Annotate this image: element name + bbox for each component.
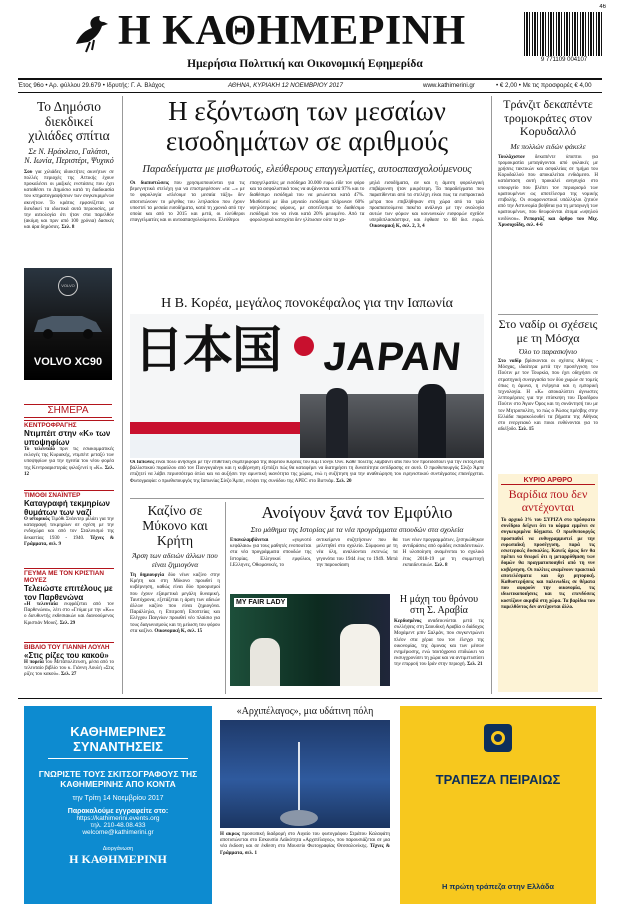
volvo-text: VOLVO XC90 — [33, 356, 103, 368]
person-figure — [326, 388, 348, 458]
saudi-photo — [230, 594, 390, 686]
bank-slogan: Η πρώτη τράπεζα στην Ελλάδα — [442, 882, 554, 891]
info-bar — [18, 81, 602, 91]
events-ad[interactable]: ΚΑΘΗΜΕΡΙΝΕΣ ΣΥΝΑΝΤΗΣΕΙΣ ΓΝΩΡΙΣΤΕ ΤΟΥΣ ΣΚΙΤΣΟΓΡΑΦΟΥΣ ΤΗΣ ΚΑΘΗΜΕΡΙΝΗΣ ΑΠΟ ΚΟΝΤΑ την Τρίτη 14 Νοεμβρίου 2017 Παρακαλούμε εγγραφείτε στο: https://kathimerini.events.org τηλ. 210-48.08.433 welcome@kathimerini.gr Διοργάνωση Η ΚΑΘΗΜΕΡΙΝΗ — [24, 706, 212, 904]
brief-item: ΓΕΥΜΑ ΜΕ ΤΟΝ ΚΡΙΣΤΙΑΝ ΜΟΥΕΖ Τελειώστε επιτέλους με τον Παρθενώνα «Η τελευταία εκφράζεται από τον Παρθενώνα», λέει στο «Γεύμα με την «Κ»» ο διευθυντής εκθεσιακών και διανοούμενος Κριστιάν Μουεζ. Σελ. 29 — [24, 570, 114, 626]
story-subtitle: Σε Ν. Ηράκλειο, Γαλάτσι, Ν. Ιωνία, Περιστέρι, Ψυχικό — [24, 146, 114, 165]
arxipelagos-story: «Αρχιπέλαγος», μια υδάτινη πόλη Η ακρως προσωπική διαδρομή στο Αιγαίο του φωτογράφου Στράτου Καλαφάτη αποτυπώνεται στο Εσκουπίο Λαϊκότητα «Αρχιπέλαγος», που παρουσιάζεται σε μια νέα έκδοση και σε έκθεση στο Μουσείο Φωτογραφίας Θεσσαλονίκης. Τέχνες & Γράμματα, σελ. 1 — [220, 706, 390, 856]
editorial: ΚΥΡΙΟ ΑΡΘΡΟ Βαρίδια που δεν αντέχονται Το αρχικό 3% του ΣΥΡΙΖΑ στο πρόσφατο συνέδριο δείχνει ότι το κόμμα εμμένει σε συγκεκριμένα δόγματα. Ο πρωθυπουργός προσπαθεί να ευθυγραμμιστεί με την ευρωπαϊκή προσέγγιση, παρά τις εσωτερικές δυσκολίες. Κανείς όμως δεν θα πρέπει να θεωρεί ότι η μεταρρύθμιση των δομών θα πραγματοποιηθεί από τη νυν κυβέρνηση. Οι πολίτες αναμένουν πρακτικά αποτελέσματα και όχι ρητορική. Καθυστερήσεις και παλινωδίες σε θέματα που αφορούν την οικονομία, τις ιδιωτικοποιήσεις και τις επενδύσεις κοστίζουν ακριβά στη χώρα. Τα βαρίδια του παρελθόντος δεν αντέχονται άλλο. — [498, 474, 598, 692]
website: www.kathimerini.gr — [423, 82, 475, 89]
main-story: Η εξόντωση των μεσαίων εισοδημάτων σε αριθμούς Παραδείγματα με μισθωτούς, ελεύθερους επαγγελματίες, αυτοαπασχολούμενους Οι διαπιστώσεις που χρησιμοποιούνται για τις βερεγνητικά στελέχη για να επιστρεφέσουν «τα ...» με το φορολογία «πλέουμε τα μεσαία τάξη» δεν αποτυπώνουν το μέγεθος του λεηλασίου που έχουν υποστεί τα μεσαία εισοδήματα, κατά τη χρονιά από την οποία και από το 2015 και μετά, οι ελεύθεροι επαγγελματίες και οι αυτοαπασχολούμενοι. Ελεύθεροι επαγγελματίες με εισόδημα 30.000 ευρώ είδε τον φόρο και τα ασφαλιστικά τους να αυξάνονται κατά 97% και το διαθέσιμο εισόδημά του να μειώνεται κατά 47%. Μισθωτοί με ίδιο μηνιαίο εισόδημα πλήρωναν 60% υψηλότερους φόρους, με αποτέλεσμα το διαθέσιμο εισόδημά του να είναι κατά 20% μειωμένο. Από τα φορολογικά κατοχύτα δεν γλίτωσαν ούτε τα χα- μηλά εισοδήματα, αν και η άμεση φορολογική επιβάρυνση ήταν μικρότερη. Τα παραδείγματα που παρατίθενται από τα στελέχη είναι πως τα εισπρακτικά μέτρα που επιβλήθηκαν στη χώρα από τα τρία προαπαιτούμενα πακέτα ανάλογα με την αναλογία αυτών των φόρων και κοινωνικών εισφορών σχεδόν υπερδιπλασιάστηκε, και έφθασε το 68 δισ. ευρώ. Οικονομική Κ, σελ. 2, 3, 4 — [130, 96, 484, 230]
photo-japan: JAPAN — [321, 335, 464, 379]
emfylio-story: Ανοίγουν ξανά τον Εμφύλιο Στο μάθημα της Ιστορίας με τα νέα προγράμματα σπουδών στα σχολεία Επαναλαμβάνεται «γυμνοτό κεφάλαιο» για τους μαθητές ενοποιείται στα νέα προγράμματα σπουδών της Ιστορίας. Ελληνικοί εμφύλιοι, Ι.Ελληνες, Οθωμανικές, το αντικείμενο συζητήσεων που θα μελετηθεί στο σχολείο. Σύμφωνα με τη νέα ύλη, αναλύονται εκτενώς τα γεγονότα του 1944 έως το 1949. Μετά την παρουσίαση των νέων προγραμμάτων, ξεσηκώθηκαν αντιδράσεις από ομάδες εκπαιδευτικών. Η υλοποίηση αναμένεται το σχολικό έτος 2018-19 με τη συμμετοχή εκπαιδευτικών. Σελ. 8 — [230, 503, 484, 568]
editorial-label: ΚΥΡΙΟ ΑΡΘΡΟ — [501, 477, 595, 485]
flag-sun-icon — [294, 336, 314, 356]
bank-name: ΤΡΑΠΕΖΑ ΠΕΙΡΑΙΩΣ — [435, 772, 561, 787]
story-title: Το Δημόσιο διεκδικεί χιλιάδες σπίτια — [28, 100, 110, 143]
barcode-bars — [524, 12, 604, 56]
kazino-title[interactable]: Καζίνο σε Μύκονο και Κρήτη — [142, 503, 208, 548]
bank-ad[interactable] — [400, 706, 596, 904]
main-headline-line1[interactable]: Η εξόντωση των μεσαίων — [168, 96, 446, 126]
volvo-ad[interactable] — [24, 268, 112, 380]
brief-title[interactable]: Καταγραφή τεκμηρίων θυμάτων των ναζί — [24, 499, 110, 517]
photo-caption: Οι Ιάπωνες είναι πολύ ανήσυχοι με την επιθετική συμπεριφορά της Βορείου Κορέας του Κιμ Γιονγκ Ουν. Κάθε πολίτης λαμβάνει sms που τον προειδοποιεί για την εκτόξευση βαλλιστικού πυραύλου από τον Πιονγκγιάνγκ και η κυβέρνηση εξετάζει πώς θα καταφέρει να διατηρήσει τη δυνατότητα αντίδρασης σε αυτό. Ο πρωθυπουργός Σίνζο Άμπε επιζητεί να λάβει περισσότερα όπλα και να αυξήσει την αμυντική ικανότητα της χώρας, ενώ η συζήτηση για την αναθεώρηση του ειρηνιστικού συντάγματος επανέρχεται. Φωτογραφία: ο πρωθυπουργός της Ιαπωνίας Σίνζο Άμπε, ενόψει της συνόδου της APEC στο Βιετνάμ. Σελ. 20 — [130, 460, 484, 484]
volvo-badge: VOLVO — [58, 276, 78, 296]
masthead — [0, 0, 620, 80]
logo-bird-icon — [70, 10, 114, 54]
place-date: ΑΘΗΝΑ, ΚΥΡΙΑΚΗ 12 ΝΟΕΜΒΡΙΟΥ 2017 — [228, 82, 343, 89]
main-deck: Παραδείγματα με μισθωτούς, ελεύθερους επαγγελματίες, αυτοαπασχολούμενους — [142, 164, 472, 175]
bank-logo-icon — [484, 724, 512, 752]
main-headline-line2[interactable]: εισοδημάτων σε αριθμούς — [165, 126, 449, 156]
price: • € 2,00 • Με τις προσφορές € 4,00 — [496, 82, 592, 89]
person-figure — [340, 624, 380, 686]
sea-photo — [220, 720, 390, 828]
photo-kanji: 日本国 — [134, 322, 281, 378]
saudi-story: Η μάχη του θρόνου στη Σ. Αραβία Κερδισμένος αναδεικνύεται μετά τις συλλήψεις στη Σαουδική Αραβία ο διάδοχος Μοχάμεντ μπιν Σαλμάν, που συγκεντρώνει πλέον στα χέρια του τον έλεγχο της οικονομίας, της άμυνας και των μέσων ενημέρωσης, ενώ ταυτόχρονα επιδιώκει να εκσυγχρονίσει τη χώρα και να αντιμετωπίσει την επιρροή του Ιράν στην περιοχή. Σελ. 21 — [394, 594, 484, 668]
person-figure — [250, 638, 280, 686]
kazino-story: Καζίνο σε Μύκονο και Κρήτη Άρση των αδειών άλλων που είναι ζημιογόνα Τη δημιουργία δύο νέων καζίνο στην Κρήτη και στη Μύκονο προωθεί η κυβέρνηση, καθώς είναι δύο προορισμοί που έχουν εξαιρετικά μεγάλη δυναμική. Ταυτόχρονα, εξετάζεται η άρση των αδειών άλλων καζίνο που είναι ζημιογόνα. Παράλληλα, η Επιτροπή Εποπτείας και Ελέγχου Παιγνίων προωθεί νέο πλαίσιο για τους διαγωνισμούς και τη μείωση του φόρου στα καζίνο. Οικονομική Κ, σελ. 15 — [130, 503, 220, 634]
arxipelagos-title[interactable]: «Αρχιπέλαγος», μια υδάτινη πόλη — [236, 706, 374, 717]
brief-item: ΚΕΝΤΡΟΦΡΑΓΗΣ Ντιμπέιτ στην «Κ» των υποψηφίων Το τελευταίο πριν τις εσωκομματικές εκλογές της Κυριακής, ντιμπέιτ μεταξύ των υποψηφίων για την ηγεσία του νέου φορέα της Κεντροαριστεράς φιλοξενεί η «Κ». Σελ. 12 — [24, 422, 114, 477]
emfylio-title[interactable]: Ανοίγουν ξανά τον Εμφύλιο — [261, 503, 453, 522]
right-story-terrorists: Τράνζιτ δεκαπέντε τρομοκράτες στον Κορυδαλλό Με πολλών ειδών φάκελε Τουλάχιστον δεκαπέντε ύποπτοι για τρομοκρατία μεταγάγονται από φυλακές με χρήσεις τακτικών και ασφαλείας σε τμήμα του Κορυδαλλού που αποκαλείται ενδιάμεσο. Η κατάσταση αυτή προκαλεί ανησυχία στο υπουργείο που βλέπει τον περιορισμό των κρατουμένων ως αποτέλεσμα της νομικής επιβολής. Οι σωφρονιστικοί υπάλληλοι ζητούν από την Αστυνομία βοήθεια για τη μεταγωγή των κρατουμένων, που θεωρούνται άτομα «υψηλού κινδύνου». Ρεπορτάζ και άρθρο του Μιχ. Χρυσοχοΐδη, σελ. 4-6 — [498, 98, 598, 228]
newspaper-title: Η ΚΑΘΗΜΕΡΙΝΗ — [118, 8, 466, 54]
editorial-title[interactable]: Βαρίδια που δεν αντέχονται — [508, 487, 588, 514]
brief-item: ΤΙΜΟΘΙ ΣΝΑΪΝΤΕΡ Καταγραφή τεκμηρίων θυμάτων των ναζί Ο ιστορικός Τιμόθι Σνάιντερ μιλάει για την καταγραφή τεκμηρίων σε σχέση με την ενδοχώρα και από τον Σταλινισμό της δεκαετίας 1930 - 1940. Τέχνες & Γράμματα, σελ. 9 — [24, 492, 114, 547]
saudi-sign: MY FAIR LADY — [236, 599, 286, 606]
right-story-moscow: Στο ναδίρ οι σχέσεις με τη Μόσχα Όλο το παρασκήνιο Στο ναδίρ βρίσκονται οι σχέσεις Αθήνας - Μόσχας, ιδιαίτερα μετά την προσέγγιση του Πούτιν με τον Τουρκία, που έχει οδηγήσει σε στρατηγική συνεργασία των δύο χωρών σε τομείς όπως η άμυνα, η ενέργεια και η εμπορική τεχνολογία. Η «Κ» αποκαλύπτει άγνωστες λεπτομέρειες για την επίσκεψη του Προέδρου Πούτιν στο Άγιον Όρος και τη συνάντησή του με τον Μητροπολίτη, το πώς ο Ρώσος πρέσβης στην Ελλάδα παρακολουθεί τα βήματα της Αθήνας στο ενεργειακό και ποιοι ευθύνονται για το αδιέξοδο. Σελ. 15 — [498, 318, 598, 433]
saudi-title[interactable]: Η μάχη του θρόνου στη Σ. Αραβία — [399, 594, 479, 616]
simera-label: ΣΗΜΕΡΑ — [24, 404, 112, 418]
newspaper-subtitle: Ημερήσια Πολιτική και Οικονομική Εφημερίδα — [187, 58, 423, 70]
brief-item: ΒΙΒΛΙΟ ΤΟΥ ΓΙΑΝΝΗ ΛΟΥΛΗ «Στις ρίζες του κακού» Η πορεία του Μεταπολίτευση, μέσα από το τελευταίο βιβλίο του κ. Γιάννη Λουλή «Στις ρίζες του κακού». Σελ. 27 — [24, 644, 114, 678]
story-title[interactable]: Στο ναδίρ οι σχέσεις με τη Μόσχα — [498, 318, 598, 345]
brief-list — [24, 420, 114, 710]
left-story-public-homes: Το Δημόσιο διεκδικεί χιλιάδες σπίτια Σε Ν. Ηράκλειο, Γαλάτσι, Ν. Ιωνία, Περιστέρι, Ψυχικό Σου για χιλιάδες ιδιοκτήτες ακινήτων σε πολλές περιοχές της Αττικής έχουν προκαλέσει οι μαζικές ενστάσεις που έχει καταθέσει το Δημόσιο κατά τη διαδικασία του κτηματογραφήσεων των συγκεκριμένων ακινήτων. Το κράτος εμφανίζεται να διεκδικεί τα ιδιωτικά αυτά περιουσίες, με την αιτιολογία ότι ήταν στα παρελθόν (ακόμη και πριν από 100 χρόνια) δασικές και άρα δημόσιες. Σελ. 8 — [24, 100, 114, 231]
story-title[interactable]: Τράνζιτ δεκαπέντε τρομοκράτες στον Κορυδαλλό — [503, 98, 593, 138]
photo-headline[interactable]: Η Β. Κορέα, μεγάλος πονοκέφαλος για την Ιαπωνία — [161, 296, 453, 311]
events-link[interactable]: https://kathimerini.events.org — [76, 815, 160, 822]
brief-title[interactable]: Τελειώστε επιτέλους με τον Παρθενώνα — [24, 584, 113, 602]
person-figure — [418, 384, 446, 458]
car-icon — [30, 306, 106, 340]
issue-info: Έτος 96ο • Αρ. φύλλου 29.679 • Ιδρυτής: Γ. Α. Βλάχος — [18, 82, 165, 89]
brief-title[interactable]: «Στις ρίζες του κακού» — [24, 651, 109, 660]
brief-title[interactable]: Ντιμπέιτ στην «Κ» των υποψηφίων — [24, 429, 111, 447]
plane-photo — [130, 314, 484, 458]
barcode: 46 9 771109 004107 — [520, 4, 608, 66]
